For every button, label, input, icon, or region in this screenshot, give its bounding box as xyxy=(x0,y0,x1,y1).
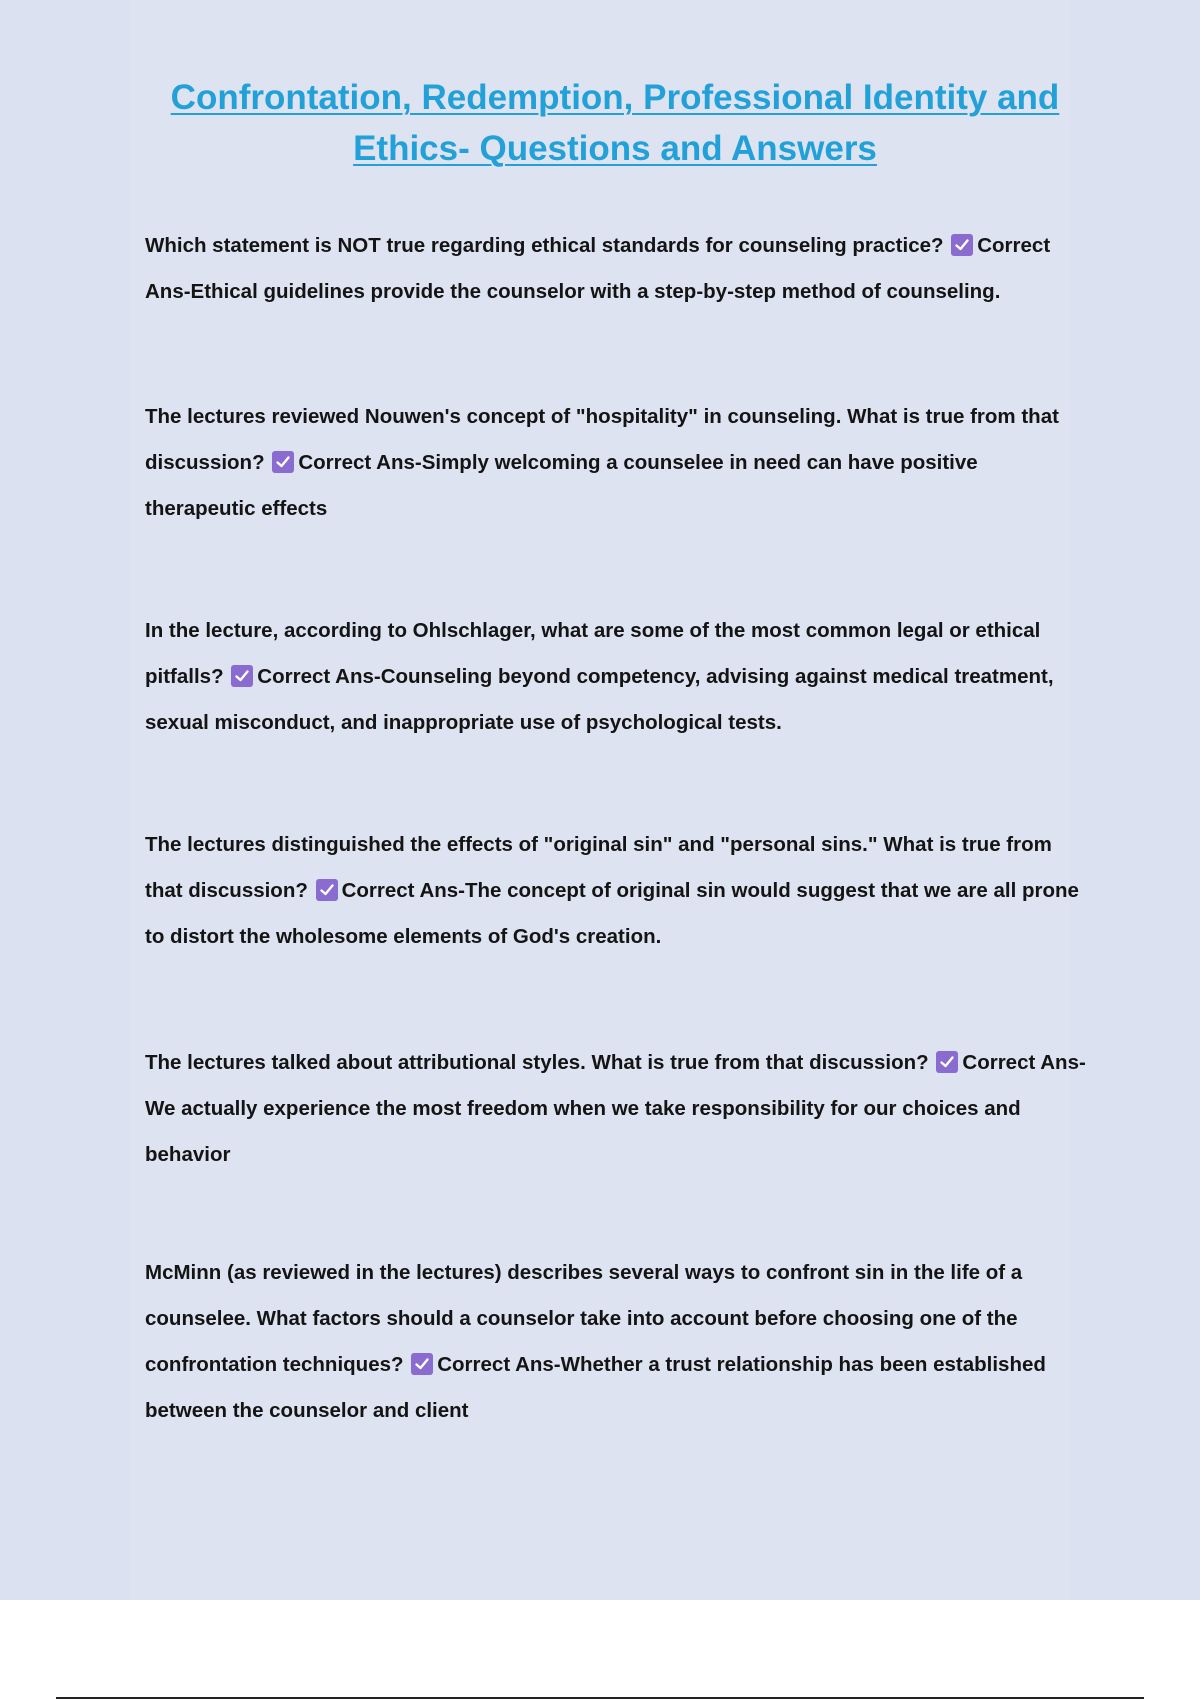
question-text: The lectures distinguished the effects of "original sin" and "personal sins." What is true from that discussion? xyxy=(145,833,1052,902)
answer-text: Correct Ans-Simply welcoming a counselee in need can have positive therapeutic effects xyxy=(145,451,978,520)
qa-item-1 xyxy=(145,223,1090,315)
answer-text: Correct Ans-We actually experience the most freedom when we take responsibility for our choices and behavior xyxy=(145,1051,1086,1166)
checkbox-checked-icon xyxy=(316,879,338,901)
document-title: Confrontation, Redemption, Professional Identity and Ethics- Questions and Answers xyxy=(170,78,1060,168)
qa-item-6 xyxy=(145,1250,1090,1434)
question-text: McMinn (as reviewed in the lectures) describes several ways to confront sin in the life of a counselee. What factors should a counselor take into account before choosing one of the confrontation techniques? xyxy=(145,1261,1023,1376)
checkbox-checked-icon xyxy=(411,1353,433,1375)
question-text: Which statement is NOT true regarding ethical standards for counseling practice? xyxy=(145,234,944,257)
checkbox-checked-icon xyxy=(272,451,294,473)
answer-text: Correct Ans-Ethical guidelines provide the counselor with a step-by-step method of counseling. xyxy=(145,234,1051,303)
qa-item-5 xyxy=(145,1040,1090,1178)
qa-item-3 xyxy=(145,608,1090,746)
answer-text: Correct Ans-The concept of original sin would suggest that we are all prone to distort the wholesome elements of God's creation. xyxy=(145,879,1079,948)
question-text: The lectures talked about attributional styles. What is true from that discussion? xyxy=(145,1051,929,1074)
checkbox-checked-icon xyxy=(231,665,253,687)
qa-item-2 xyxy=(145,394,1090,532)
checkbox-checked-icon xyxy=(936,1051,958,1073)
question-text: In the lecture, according to Ohlschlager, what are some of the most common legal or ethical pitfalls? xyxy=(145,619,1041,688)
footer-divider xyxy=(56,1697,1144,1699)
answer-text: Correct Ans-Counseling beyond competency, advising against medical treatment, sexual misconduct, and inappropriate use of psychological tests. xyxy=(145,665,1054,734)
checkbox-checked-icon xyxy=(951,234,973,256)
question-text: The lectures reviewed Nouwen's concept of "hospitality" in counseling. What is true from that discussion? xyxy=(145,405,1059,474)
qa-item-4 xyxy=(145,822,1090,960)
answer-text: Correct Ans-Whether a trust relationship has been established between the counselor and client xyxy=(145,1353,1046,1422)
